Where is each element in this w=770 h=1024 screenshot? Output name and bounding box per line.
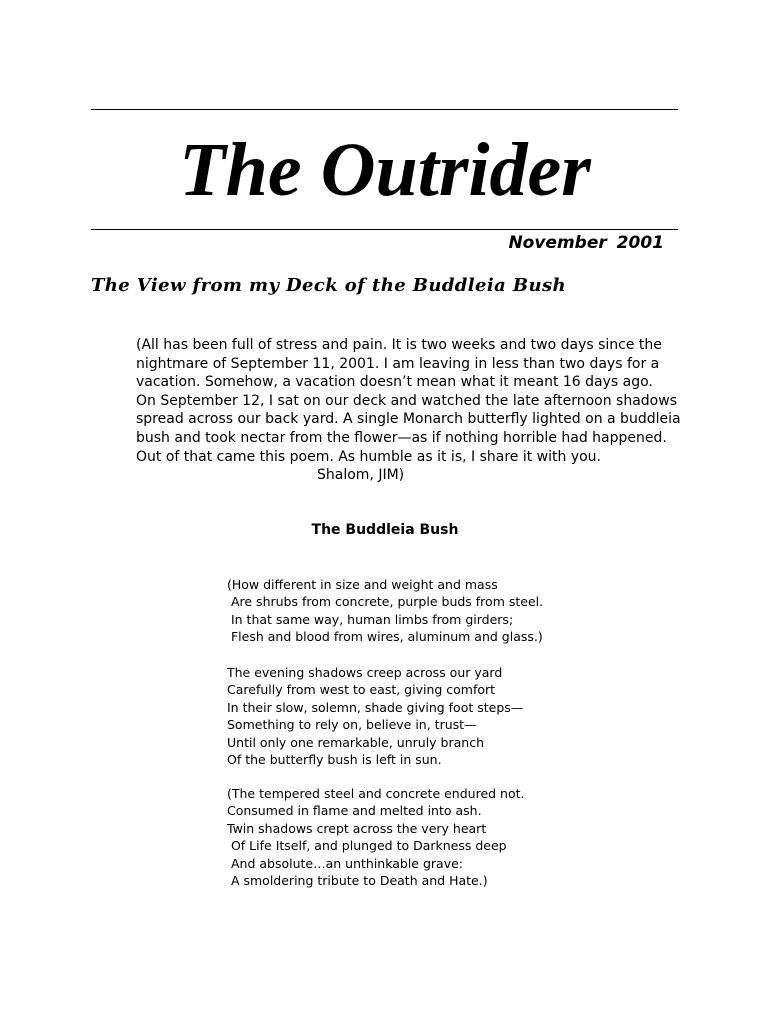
issue-date: November 2001: [508, 233, 664, 253]
intro-line: On September 12, I sat on our deck and watched the late afternoon shadows: [136, 392, 677, 409]
poem-line: Until only one remarkable, unruly branch: [227, 734, 484, 750]
poem-line: And absolute…an unthinkable grave:: [227, 855, 463, 871]
poem-stanza-2: [227, 664, 647, 768]
poem-title: The Buddleia Bush: [311, 522, 459, 538]
intro-line: Out of that came this poem. As humble as it is, I share it with you.: [136, 448, 602, 465]
intro-paragraph: [136, 336, 681, 485]
poem-line: Flesh and blood from wires, aluminum and glass.): [227, 629, 543, 645]
poem-stanza-1: [227, 576, 647, 646]
poem-line: Something to rely on, believe in, trust—: [227, 717, 477, 733]
poem-line: Carefully from west to east, giving comfort: [227, 682, 496, 698]
intro-line: vacation. Somehow, a vacation doesn’t mean what it meant 16 days ago.: [136, 374, 653, 391]
intro-line: (All has been full of stress and pain. It is two weeks and two days since the: [136, 337, 662, 353]
poem-line: The evening shadows creep across our yard: [227, 665, 503, 680]
masthead-top-rule: [91, 109, 678, 110]
poem-line: Consumed in flame and melted into ash.: [227, 803, 482, 819]
poem-line: In their slow, solemn, shade giving foot steps—: [227, 699, 524, 715]
poem-line: (How different in size and weight and mass: [227, 577, 498, 592]
masthead-bottom-rule: [91, 229, 678, 230]
poem-line: Of Life Itself, and plunged to Darkness deep: [227, 838, 507, 854]
intro-line: spread across our back yard. A single Monarch butterfly lighted on a buddleia: [136, 411, 681, 428]
poem-line: Are shrubs from concrete, purple buds from steel.: [227, 594, 544, 610]
poem-line: A smoldering tribute to Death and Hate.): [227, 873, 488, 889]
poem-line: Of the butterfly bush is left in sun.: [227, 752, 442, 768]
poem-stanza-3: [227, 785, 647, 889]
article-title: The View from my Deck of the Buddleia Bush: [91, 275, 566, 296]
intro-line: nightmare of September 11, 2001. I am leaving in less than two days for a: [136, 355, 660, 372]
poem-line: Twin shadows crept across the very heart: [227, 820, 487, 836]
intro-signature: Shalom, JIM): [317, 467, 405, 484]
poem-line: (The tempered steel and concrete endured not.: [227, 786, 525, 801]
poem-line: In that same way, human limbs from girders;: [227, 611, 514, 627]
masthead-title: The Outrider: [179, 128, 591, 212]
intro-line: bush and took nectar from the flower—as if nothing horrible had happened.: [136, 429, 667, 446]
